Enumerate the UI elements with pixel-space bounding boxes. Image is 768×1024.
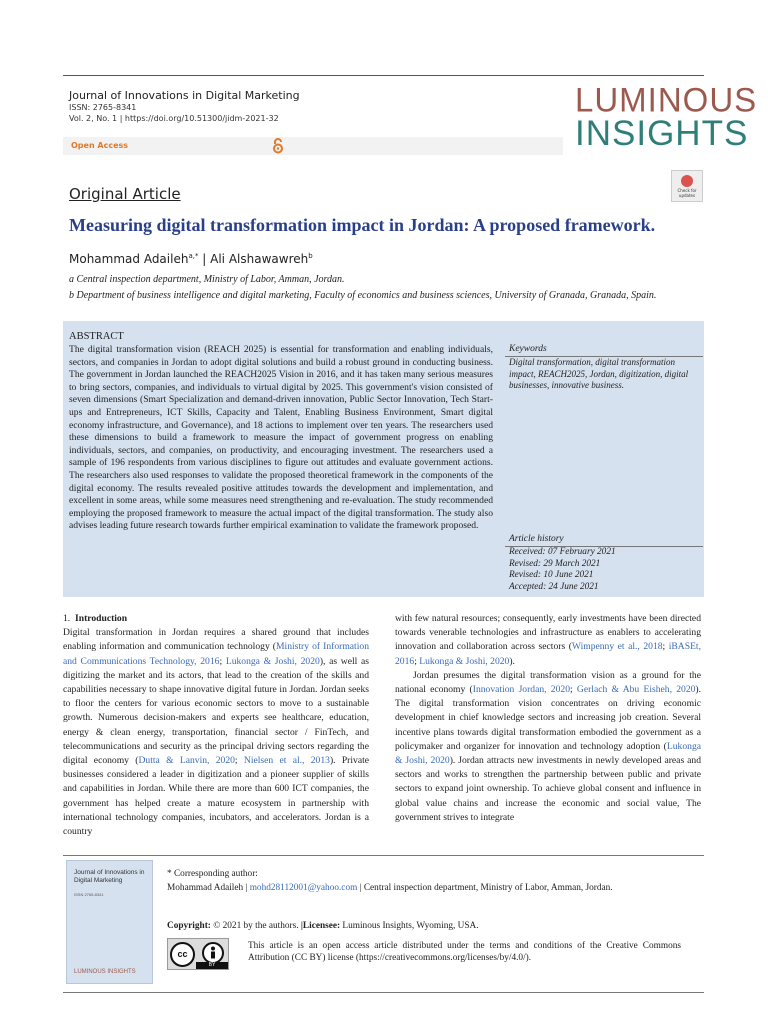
- abstract-heading: ABSTRACT: [69, 331, 124, 342]
- history-list: [509, 547, 616, 593]
- corresponding-dept: | Central inspection department, Ministry of Labor, Amman, Jordan.: [357, 883, 613, 893]
- history-accepted: Accepted: 24 June 2021: [509, 581, 599, 592]
- author-1: Mohammad Adaileh: [69, 252, 189, 266]
- attribution-icon: [202, 942, 224, 964]
- cc-by-badge[interactable]: [167, 938, 229, 970]
- licensee-label: |Licensee:: [300, 921, 341, 931]
- right-text-1: with few natural resources; consequently, early investments have been directed towards venerable technologies and infrastructure as enablers to accelerating innovation and collaboration across sectors (: [395, 613, 701, 653]
- right-paragraph-2: [395, 669, 701, 825]
- copyright-text: © 2021 by the authors.: [210, 921, 301, 931]
- article-title: Measuring digital transformation impact in Jordan: A proposed framework.: [69, 215, 656, 235]
- abstract-text: The digital transformation vision (REACH 2025) is essential for transformation and enabling individuals, sectors, and companies in Jordan to adopt digital solutions and build a robust ground in conducting business. The government in Jordan launched the REACH2025 Vision in 2016, and it has taken many serious measures to bring sectors, companies, and individuals to virtual digital by 2025. This government's vision consisted of seven dimensions (Smart Specialization and demand-driven innovation, Public Sector Innovation, Tech Start-ups and Entrepreneurs, ICT Skills, Capacity and Talent, Enabling Business Environment, Smart digital economy infrastructure, and Governance), and 18 actions to implement over ten years. The researchers used these dimensions to build a framework to measure the impact of government progress on enabling individuals, sectors, and companies, on productivity, and encouraging investment. The researchers used a sample of 196 respondents from various disciplines to figure out attitudes and evaluate government actions. The researchers also used responses to validate the proposed theoretical framework in the components of the digital economy. The results revealed positive attitudes towards the development and implementation, and excellent in some areas, while some measures need strengthening and re-evaluation. The study recommended employing the proposed framework to measure the actual impact of the digital transformation. The study also advises leading future research towards further empirical examination to validate the framework proposed.: [69, 344, 493, 532]
- citation-sep: ;: [219, 655, 226, 667]
- license-text: This article is an open access article distributed under the terms and conditions of the Creative Commons Attribution (CC BY) license (https://creativecommons.org/licenses/by/4.0/).: [248, 941, 681, 963]
- corresponding-name: Mohammad Adaileh: [167, 883, 244, 893]
- citation-sep: ;: [570, 684, 577, 696]
- history-received: Received: 07 February 2021: [509, 547, 616, 557]
- history-revised-2: Revised: 10 June 2021: [509, 570, 594, 580]
- history-revised-1: Revised: 29 March 2021: [509, 558, 601, 569]
- citation-sep: ;: [662, 641, 669, 653]
- affiliation-a: a Central inspection department, Ministry of Labor, Amman, Jordan.: [69, 274, 345, 285]
- right-text-4: ). The digital transformation vision concentrates on driving economic development in chief knowledge sectors and increasing job creation. Several incentive plans towards digital transformation embodied the government as a policymaker and organizer for innovation and technology adoption (: [395, 684, 702, 752]
- right-text-5: ). Jordan attracts new investments in newly developed areas and sectors and works to strengthen the partnership between public and private sectors to expand joint ownership. To achieve global consent and influence in global value chains and increase the economic and social value, The government strives to integrate: [395, 755, 701, 823]
- body-column-left: [63, 612, 369, 839]
- header-rule: [63, 75, 704, 76]
- section-heading: [63, 612, 369, 626]
- corresponding-email[interactable]: mohd28112001@yahoo.com: [249, 883, 358, 893]
- citation-link[interactable]: Lukonga & Joshi, 2020: [395, 740, 701, 767]
- author-2: Ali Alshawawreh: [210, 252, 309, 266]
- cc-icon: cc: [170, 942, 195, 967]
- left-text-2: ), as well as digitizing the market and its actors, that lead to the creation of the skills and capabilities necessary to shape innovative digital future in Jordan. Jordan seeks to floor the centers for various economic sectors to move to a sustainable growth. Numerous decision-makers and experts see healthcare, education, energy & clean energy, transportation, financial sector / FinTech, and telecommunications and security as the principal driving sectors regarding the digital economy (: [63, 655, 370, 767]
- section-number: 1.: [63, 613, 71, 624]
- open-access-icon: [271, 138, 285, 154]
- left-text-3: ). Private businesses considered a leader in digitization and a pioneer supplier of skills and capabilities in Jordan. While there are more than 600 ICT companies, the government has helped create a mature ecosystem in partnership with international technology companies, incubators, and accelerators. Jordan is a country: [63, 755, 370, 838]
- copyright-label: Copyright:: [167, 921, 211, 931]
- copyright-line: [167, 921, 479, 931]
- citation-link[interactable]: Nielsen et al., 2013: [243, 755, 330, 767]
- citation-link[interactable]: Wimpenny et al., 2018: [571, 641, 663, 653]
- crossmark-label: Check for updates: [677, 188, 697, 198]
- journal-volume-doi[interactable]: Vol. 2, No. 1 | https://doi.org/10.51300/jidm-2021-32: [69, 114, 279, 123]
- cover-title: Journal of Innovations in Digital Marketing: [74, 869, 145, 884]
- crossmark-icon: [681, 175, 693, 187]
- publisher-logo-insights: INSIGHTS: [575, 114, 749, 153]
- citation-sep: ;: [414, 655, 420, 667]
- journal-issn: ISSN: 2765-8341: [69, 103, 137, 112]
- citation-link[interactable]: Dutta & Lanvin, 2020: [138, 755, 235, 767]
- corresponding-sep: |: [243, 883, 250, 893]
- cover-logo: LUMINOUS INSIGHTS: [74, 969, 136, 975]
- right-text-3: Jordan presumes the digital transformation vision as a ground for the national economy (: [395, 669, 701, 696]
- citation-link[interactable]: Lukonga & Joshi, 2020: [419, 655, 510, 667]
- by-label: BY: [196, 962, 228, 969]
- body-column-right: [395, 612, 701, 825]
- crossmark-badge[interactable]: [671, 170, 703, 202]
- citation-link[interactable]: iBASEt, 2016: [395, 641, 701, 667]
- journal-name: Journal of Innovations in Digital Marketing: [69, 89, 300, 102]
- citation-link[interactable]: Lukonga & Joshi, 2020: [225, 655, 320, 667]
- history-title: Article history: [509, 534, 564, 544]
- corresponding-label: * Corresponding author:: [167, 869, 258, 879]
- left-paragraph: [63, 626, 369, 839]
- section-title: Introduction: [75, 613, 128, 624]
- cover-issn: ISSN 2765-8341: [74, 892, 104, 897]
- footer-rule-top: [63, 855, 704, 856]
- licensee-text: Luminous Insights, Wyoming, USA.: [340, 921, 479, 931]
- author-separator: |: [198, 252, 211, 266]
- citation-link[interactable]: Ministry of Information and Communications Technology, 2016: [63, 641, 369, 667]
- keywords-title: Keywords: [509, 344, 547, 354]
- citation-link[interactable]: Gerlach & Abu Eisheh, 2020: [576, 684, 696, 696]
- left-text-1: Digital transformation in Jordan requires a shared ground that includes enabling information and communication technology (: [63, 627, 369, 653]
- article-type: Original Article: [69, 185, 181, 203]
- abstract-box: [63, 321, 704, 597]
- author-list: [69, 252, 313, 266]
- corresponding-details: [167, 883, 613, 893]
- open-access-bar: [63, 137, 563, 155]
- footer-rule-bottom: [63, 992, 704, 993]
- right-paragraph-1: [395, 612, 701, 669]
- author-2-affil: b: [308, 252, 313, 260]
- publisher-logo-luminous: LUMINOUS: [575, 80, 758, 119]
- citation-link[interactable]: Innovation Jordan, 2020: [472, 684, 570, 696]
- open-access-label: Open Access: [71, 141, 129, 150]
- journal-cover-image: [66, 860, 153, 984]
- keywords-text: Digital transformation, digital transformation impact, REACH2025, Jordan, digitization, digital businesses, innovative business.: [509, 357, 689, 390]
- author-1-affil: a,*: [188, 252, 199, 260]
- affiliation-b: b Department of business intelligence and digital marketing, Faculty of economics and business sciences, University of Granada, Granada, Spain.: [69, 290, 657, 301]
- right-text-2: ).: [509, 655, 515, 667]
- citation-sep: ;: [234, 755, 244, 767]
